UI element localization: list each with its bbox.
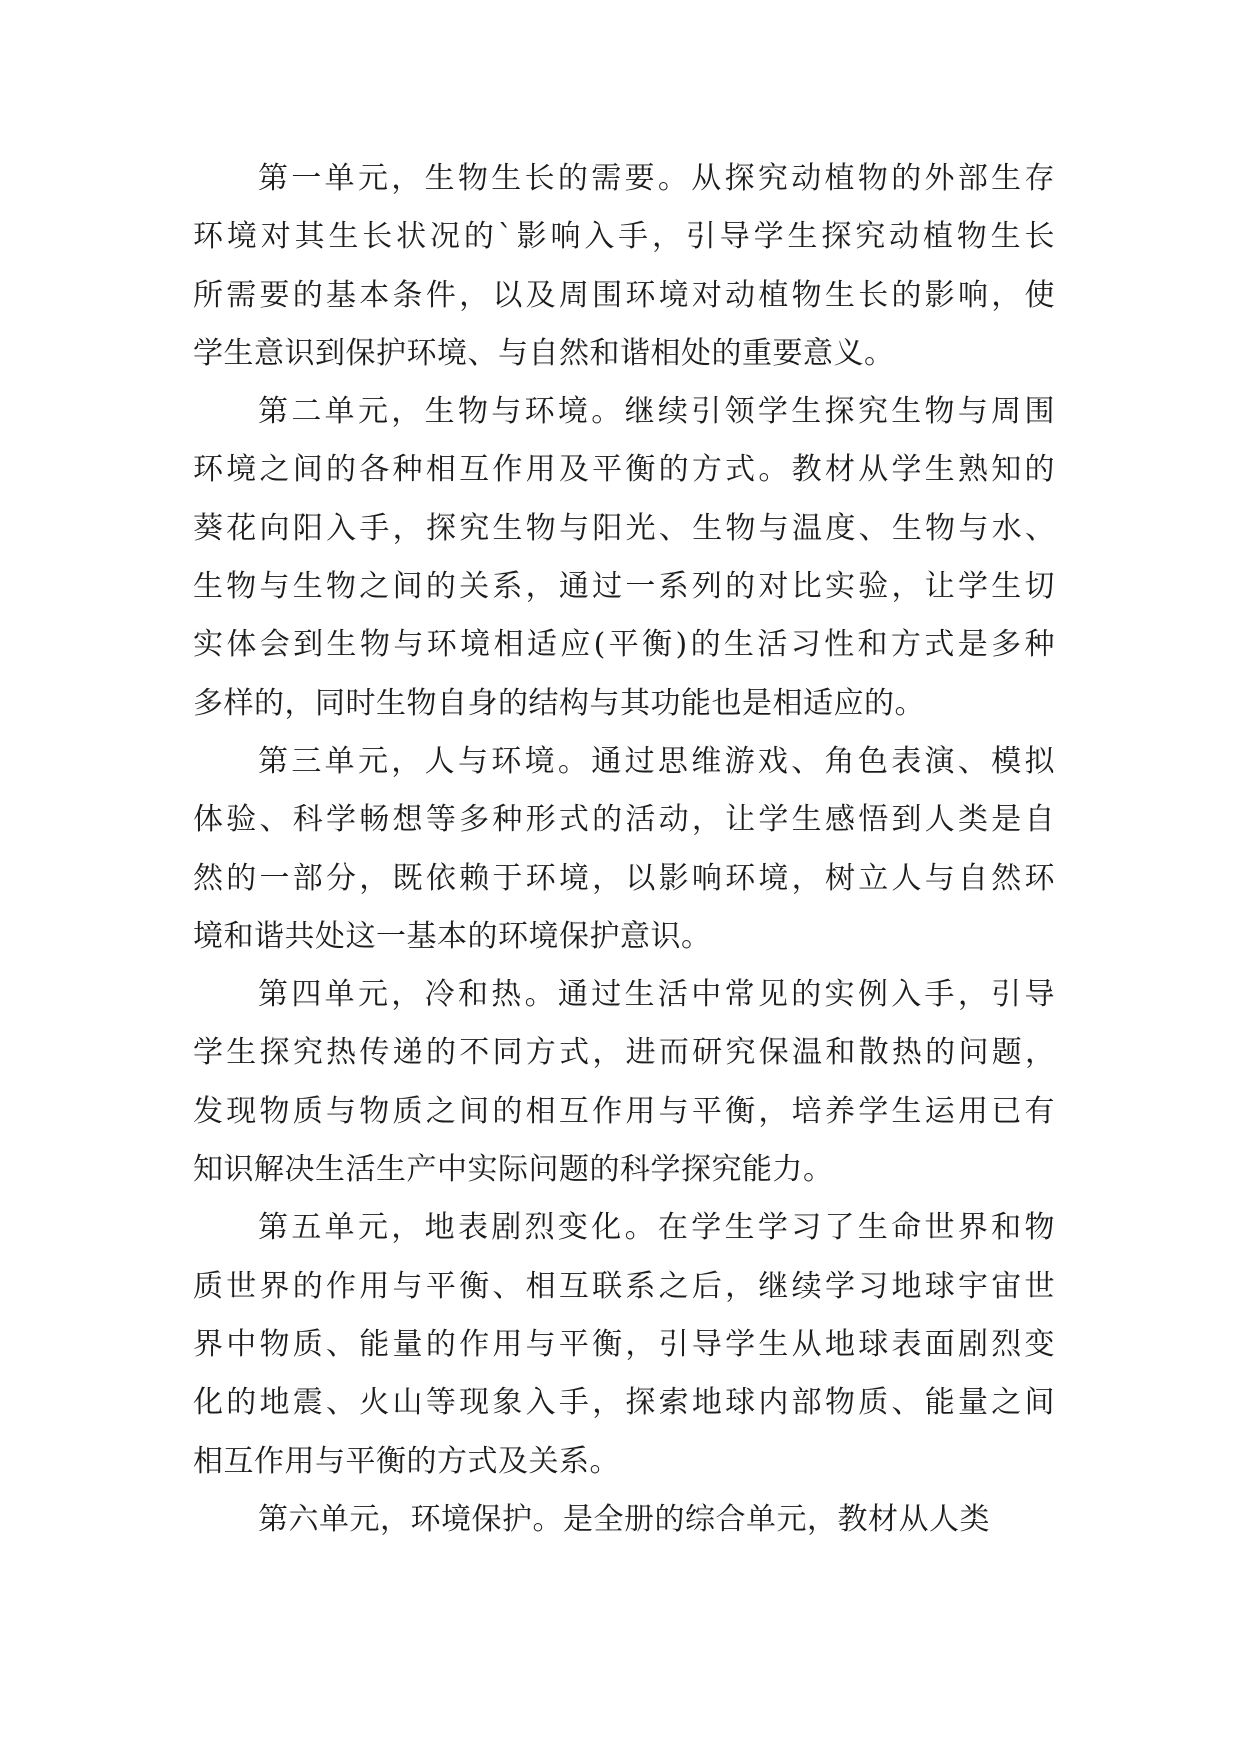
paragraph-2-line-2: 环境之间的各种相互作用及平衡的方式。教材从学生熟知的 [193,452,1055,488]
paragraph-1-line-4: 学生意识到保护环境、与自然和谐相处的重要意义。 [193,335,895,371]
paragraph-5-line-1: 第五单元，地表剧烈变化。在学生学习了生命世界和物 [258,1210,1055,1246]
paragraph-5-line-2: 质世界的作用与平衡、相互联系之后，继续学习地球宇宙世 [193,1268,1055,1304]
paragraph-5-line-4: 化的地震、火山等现象入手，探索地球内部物质、能量之间 [193,1385,1055,1421]
paragraph-2-line-3: 葵花向阳入手，探究生物与阳光、生物与温度、生物与水、 [193,510,1055,546]
paragraph-5-line-3: 界中物质、能量的作用与平衡，引导学生从地球表面剧烈变 [193,1326,1055,1362]
paragraph-2-line-1: 第二单元，生物与环境。继续引领学生探究生物与周围 [258,394,1055,430]
paragraph-3-line-3: 然的一部分，既依赖于环境，以影响环境，树立人与自然环 [193,860,1055,896]
paragraph-2-line-5: 实体会到生物与环境相适应(平衡)的生活习性和方式是多种 [193,627,1055,663]
paragraph-6-line-1: 第六单元，环境保护。是全册的综合单元，教材从人类 [258,1501,990,1537]
paragraph-1-line-3: 所需要的基本条件，以及周围环境对动植物生长的影响，使 [193,277,1055,313]
paragraph-4-line-2: 学生探究热传递的不同方式，进而研究保温和散热的问题， [193,1035,1055,1071]
paragraph-1-line-2: 环境对其生长状况的`影响入手，引导学生探究动植物生长 [193,219,1055,255]
paragraph-3-line-2: 体验、科学畅想等多种形式的活动，让学生感悟到人类是自 [193,802,1055,838]
paragraph-2-line-4: 生物与生物之间的关系，通过一系列的对比实验，让学生切 [193,569,1055,605]
paragraph-5-line-5: 相互作用与平衡的方式及关系。 [193,1443,620,1479]
paragraph-2-line-6: 多样的，同时生物自身的结构与其功能也是相适应的。 [193,685,925,721]
paragraph-4-line-4: 知识解决生活生产中实际问题的科学探究能力。 [193,1152,834,1188]
paragraph-1-line-1: 第一单元，生物生长的需要。从探究动植物的外部生存 [258,161,1055,196]
document-body [193,150,1055,1549]
paragraph-3-line-1: 第三单元，人与环境。通过思维游戏、角色表演、模拟 [258,743,1055,779]
paragraph-3-line-4: 境和谐共处这一基本的环境保护意识。 [193,918,712,954]
paragraph-4-line-1: 第四单元，冷和热。通过生活中常见的实例入手，引导 [258,977,1055,1013]
paragraph-4-line-3: 发现物质与物质之间的相互作用与平衡，培养学生运用已有 [193,1093,1055,1129]
